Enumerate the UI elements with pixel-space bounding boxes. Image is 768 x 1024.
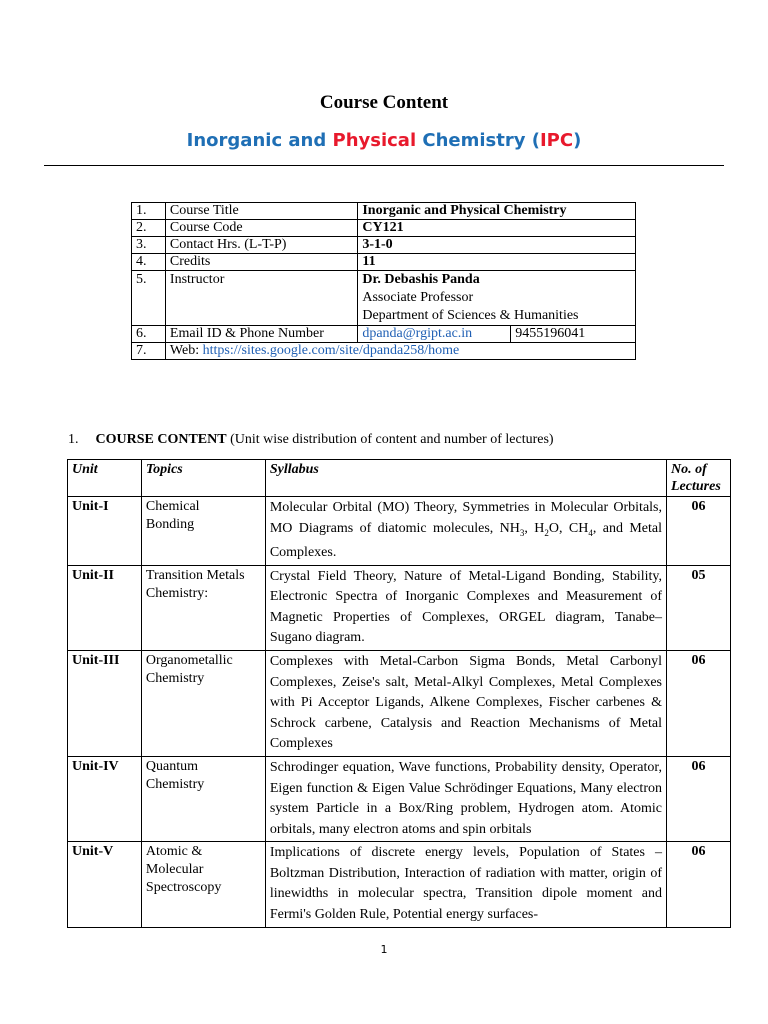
table-row <box>68 756 731 841</box>
topic-line: Spectroscopy <box>145 880 222 896</box>
table-row <box>68 565 731 650</box>
unit-topic <box>141 497 265 566</box>
unit-lectures: 06 <box>667 756 731 841</box>
info-label: Credits <box>165 254 357 271</box>
unit-syllabus: Implications of discrete energy levels, Population of States – Boltzman Distribution, Interaction of radiation with matter, origin of linewidths in molecular spectra, Transition dipole moment and Fermi's Golden Rule, Potential energy surfaces- <box>265 842 666 927</box>
header-lectures <box>667 460 731 497</box>
topic-line: Chemistry <box>145 670 205 686</box>
section-title: COURSE CONTENT <box>95 432 227 447</box>
unit-topic <box>141 650 265 756</box>
topic-line: Chemistry: <box>145 585 209 601</box>
info-num: 7. <box>132 343 166 360</box>
subscript: 2 <box>544 527 549 538</box>
content-header-row <box>68 460 731 497</box>
table-row <box>68 497 731 566</box>
section-heading <box>68 432 554 448</box>
unit-label: Unit-II <box>68 565 142 650</box>
unit-lectures: 06 <box>667 842 731 927</box>
topic-line: Organometallic <box>145 652 233 668</box>
syllabus-text: Molecular Orbital (MO) Theory, Symmetries in Molecular Orbitals, MO Diagrams of diatomic molecules, NH <box>269 500 662 536</box>
instructor-department: Department of Sciences & Humanities <box>362 308 579 323</box>
syllabus-text: O, CH <box>548 520 589 536</box>
section-number: 1. <box>68 432 79 447</box>
topic-line: Molecular <box>145 862 204 878</box>
subtitle-part-3: Chemistry ( <box>416 130 540 151</box>
instructor-name: Dr. Debashis Panda <box>362 272 480 287</box>
topic-line: Quantum <box>145 758 199 774</box>
info-row <box>132 237 636 254</box>
info-label: Email ID & Phone Number <box>165 326 357 343</box>
course-info-table <box>131 202 636 360</box>
syllabus-text: , and Metal Complexes. <box>269 520 662 560</box>
topic-line: Chemistry <box>145 776 205 792</box>
subtitle-part-1: Inorganic and <box>186 130 333 151</box>
subscript: 3 <box>519 527 525 538</box>
info-row-contact <box>132 326 636 343</box>
info-value: 3-1-0 <box>358 237 636 254</box>
unit-label: Unit-IV <box>68 756 142 841</box>
info-num: 1. <box>132 203 166 220</box>
info-num: 3. <box>132 237 166 254</box>
topic-line: Atomic & <box>145 844 203 860</box>
table-row <box>68 650 731 756</box>
info-num: 2. <box>132 220 166 237</box>
subscript: 4 <box>588 527 593 538</box>
instructor-designation: Associate Professor <box>362 290 474 305</box>
info-label: Contact Hrs. (L-T-P) <box>165 237 357 254</box>
unit-topic <box>141 756 265 841</box>
info-num: 5. <box>132 271 166 326</box>
header-lectures-line1: No. of <box>671 462 707 477</box>
info-value: 11 <box>358 254 636 271</box>
topic-line: Chemical <box>145 499 200 514</box>
info-row <box>132 203 636 220</box>
subtitle-part-physical: Physical <box>332 130 417 151</box>
info-row <box>132 220 636 237</box>
unit-lectures: 06 <box>667 650 731 756</box>
info-num: 4. <box>132 254 166 271</box>
web-label: Web: <box>169 343 200 358</box>
table-row <box>68 842 731 927</box>
web-link[interactable]: https://sites.google.com/site/dpanda258/home <box>202 343 460 358</box>
unit-syllabus: Crystal Field Theory, Nature of Metal-Ligand Bonding, Stability, Electronic Spectra of Inorganic Complexes and Measurement of Magnetic Properties of Complexes, ORGEL diagram, Tanabe–Sugano diagram. <box>265 565 666 650</box>
unit-lectures: 06 <box>667 497 731 566</box>
unit-syllabus: Schrodinger equation, Wave functions, Probability density, Operator, Eigen function & Eigen Value Schrödinger Equations, Many electron system Particle in a Box/Ring problem, Hydrogen atom. Atomic orbitals, many electron atoms and spin orbitals <box>265 756 666 841</box>
header-syllabus: Syllabus <box>265 460 666 497</box>
unit-topic <box>141 842 265 927</box>
info-label: Course Title <box>165 203 357 220</box>
unit-label: Unit-V <box>68 842 142 927</box>
unit-syllabus <box>265 497 666 566</box>
header-topics: Topics <box>141 460 265 497</box>
unit-lectures: 05 <box>667 565 731 650</box>
info-value: CY121 <box>358 220 636 237</box>
subtitle-part-ipc: IPC <box>539 130 574 151</box>
page-number: 1 <box>380 943 388 956</box>
info-value: Inorganic and Physical Chemistry <box>358 203 636 220</box>
phone-number: 9455196041 <box>511 326 636 343</box>
unit-label: Unit-III <box>68 650 142 756</box>
info-label: Course Code <box>165 220 357 237</box>
topic-line: Bonding <box>145 517 195 532</box>
subtitle-part-5: ) <box>573 130 582 151</box>
unit-syllabus: Complexes with Metal-Carbon Sigma Bonds, Metal Carbonyl Complexes, Zeise's salt, Metal-Alkyl Complexes, Metal Complexes with Pi Acceptor Ligands, Alkene Complexes, Fischer carbenes & Schrock carbene, Catalysis and Reaction Mechanisms of Metal Complexes <box>265 650 666 756</box>
info-row-instructor <box>132 271 636 326</box>
email-link[interactable]: dpanda@rgipt.ac.in <box>362 326 473 341</box>
info-row <box>132 254 636 271</box>
course-subtitle <box>0 130 768 151</box>
topic-line: Transition Metals <box>145 567 245 583</box>
header-unit: Unit <box>68 460 142 497</box>
unit-topic <box>141 565 265 650</box>
info-label: Instructor <box>165 271 357 326</box>
title-divider <box>44 165 724 166</box>
unit-label: Unit-I <box>68 497 142 566</box>
info-num: 6. <box>132 326 166 343</box>
section-note: (Unit wise distribution of content and number of lectures) <box>230 432 554 447</box>
syllabus-text: , H <box>524 520 545 536</box>
course-content-table <box>67 459 731 928</box>
info-row-web <box>132 343 636 360</box>
page-title: Course Content <box>319 92 449 113</box>
header-lectures-line2: Lectures <box>671 479 721 494</box>
